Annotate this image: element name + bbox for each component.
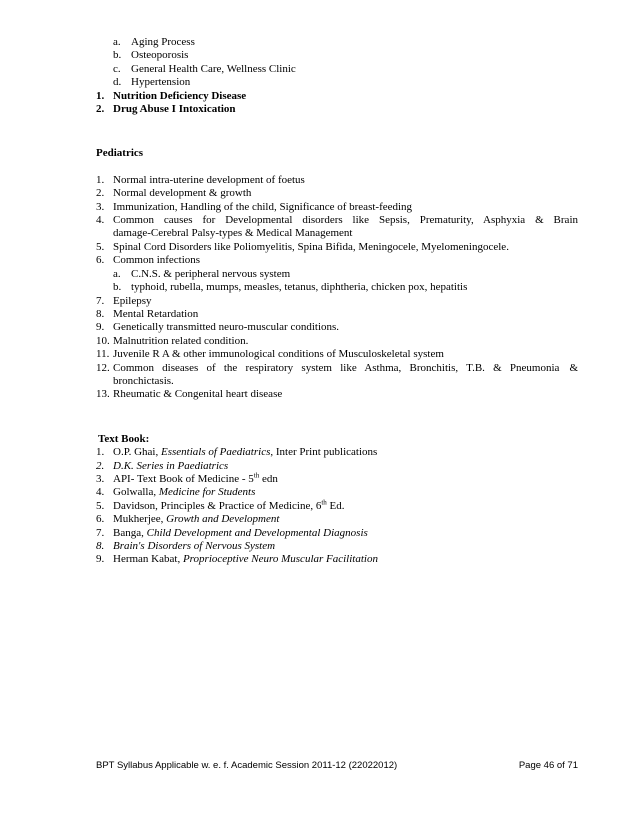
list-item xyxy=(96,241,578,254)
book-title: Medicine for Students xyxy=(158,486,256,499)
book-title: Brain's Disorders of Nervous System xyxy=(113,540,276,552)
list-item-text: Normal development & growth xyxy=(113,187,252,200)
list-item xyxy=(96,553,578,566)
list-item xyxy=(96,254,578,267)
book-author: Banga, xyxy=(113,526,144,539)
list-item xyxy=(96,362,578,389)
list-item xyxy=(96,460,578,473)
footer-syllabus-text: BPT Syllabus Applicable w. e. f. Academic Session 2011-12 (22022012) xyxy=(96,760,398,771)
superscript: th xyxy=(253,471,260,480)
list-marker: d. xyxy=(113,76,122,89)
list-marker: 11. xyxy=(96,348,110,361)
list-marker: 9. xyxy=(96,321,105,334)
list-marker: 12. xyxy=(96,361,110,374)
book-title: Child Development and Developmental Diagnosis xyxy=(146,526,368,539)
list-marker: 3. xyxy=(96,472,105,485)
list-item xyxy=(96,527,578,540)
list-marker: 8. xyxy=(96,540,105,552)
book-text: API- Text Book of Medicine - 5 xyxy=(113,472,254,485)
list-marker: 4. xyxy=(96,214,105,227)
list-item-line1-wrap xyxy=(113,362,578,375)
list-item xyxy=(96,63,578,76)
list-item-text: Osteoporosis xyxy=(131,49,189,62)
book-author: Herman Kabat, xyxy=(113,553,181,566)
list-item xyxy=(96,281,578,294)
list-marker: 6. xyxy=(96,513,105,526)
list-item xyxy=(96,174,578,187)
list-item xyxy=(96,36,578,49)
book-publisher: , Inter Print publications xyxy=(270,446,378,459)
list-marker: 4. xyxy=(96,486,105,499)
list-item-text: Epilepsy xyxy=(113,294,152,307)
book-text-tail: edn xyxy=(259,472,278,485)
list-marker: a. xyxy=(113,267,121,280)
page-number: Page 46 of 71 xyxy=(518,760,578,771)
list-item xyxy=(96,486,578,499)
list-marker: a. xyxy=(113,36,121,48)
list-item xyxy=(96,321,578,334)
list-item xyxy=(96,268,578,281)
list-marker: c. xyxy=(113,62,121,75)
list-item xyxy=(96,90,578,103)
list-item xyxy=(96,76,578,89)
list-marker: 2. xyxy=(96,187,105,200)
list-item xyxy=(96,348,578,361)
list-marker: 9. xyxy=(96,553,105,566)
list-item-text: C.N.S. & peripheral nervous system xyxy=(131,267,291,280)
list-item-text: Nutrition Deficiency Disease xyxy=(113,89,247,102)
book-title: Growth and Development xyxy=(166,513,280,526)
list-item xyxy=(96,446,578,459)
list-item-text-line1: Common diseases of the respiratory system like Asthma, Bronchitis, T.B. & Pneumonia xyxy=(113,361,560,374)
list-item-text: Spinal Cord Disorders like Poliomyelitis, Spina Bifida, Meningocele, Myelomeningocele. xyxy=(113,240,509,253)
list-item-text: typhoid, rubella, mumps, measles, tetanus, diphtheria, chicken pox, hepatitis xyxy=(131,281,468,294)
book-title: D.K. Series in Paediatrics xyxy=(113,459,229,472)
list-item-text: Malnutrition related condition. xyxy=(113,334,249,347)
page-content xyxy=(96,36,578,567)
list-item-text: Mental Retardation xyxy=(113,307,199,320)
pediatrics-heading: Pediatrics xyxy=(96,147,144,160)
superscript: th xyxy=(321,498,327,507)
book-title: Essentials of Paediatrics xyxy=(160,446,271,459)
list-item xyxy=(96,103,578,116)
list-marker: 1. xyxy=(96,173,105,186)
list-item-text: Juvenile R A & other immunological conditions of Musculoskeletal system xyxy=(113,348,444,361)
list-item-text: Hypertension xyxy=(131,76,191,89)
list-marker: 2. xyxy=(96,459,105,472)
list-marker: 1. xyxy=(96,446,105,459)
list-item-text: Rheumatic & Congenital heart disease xyxy=(113,388,283,401)
text-book-heading: Text Book: xyxy=(98,432,150,445)
list-item xyxy=(96,308,578,321)
list-item-text: Drug Abuse I Intoxication xyxy=(113,103,236,116)
list-item xyxy=(96,49,578,62)
list-item-text: Aging Process xyxy=(131,36,195,48)
list-item xyxy=(96,295,578,308)
list-marker: 1. xyxy=(96,89,105,102)
list-marker: 10. xyxy=(96,334,110,347)
list-item xyxy=(96,388,578,401)
list-item xyxy=(96,473,578,486)
book-author: Mukherjee, xyxy=(113,513,164,526)
list-marker: 2. xyxy=(96,103,105,116)
list-item xyxy=(96,513,578,526)
book-text-tail: Ed. xyxy=(326,499,345,512)
book-text: Davidson, Principles & Practice of Medicine, 6 xyxy=(113,499,322,512)
list-item-text: Immunization, Handling of the child, Significance of breast-feeding xyxy=(113,200,413,213)
list-item xyxy=(96,201,578,214)
list-item-text-tail: & xyxy=(569,361,578,374)
list-item xyxy=(96,187,578,200)
list-marker: 13. xyxy=(96,388,110,401)
list-marker: 3. xyxy=(96,200,105,213)
list-marker: 8. xyxy=(96,307,105,320)
list-marker: 7. xyxy=(96,294,105,307)
list-item-text: General Health Care, Wellness Clinic xyxy=(131,62,296,75)
list-marker: b. xyxy=(113,49,122,62)
list-marker: 5. xyxy=(96,240,105,253)
list-item-text: Normal intra-uterine development of foetus xyxy=(113,173,305,186)
book-author: Golwalla, xyxy=(113,486,157,499)
list-marker: b. xyxy=(113,281,122,294)
book-title: Proprioceptive Neuro Muscular Facilitation xyxy=(182,553,378,566)
list-marker: 5. xyxy=(96,499,105,512)
list-item-text-line2: damage-Cerebral Palsy-types & Medical Management xyxy=(113,227,353,240)
list-item xyxy=(96,540,578,553)
list-item xyxy=(96,214,578,241)
list-item-text: Genetically transmitted neuro-muscular conditions. xyxy=(113,321,340,334)
list-item xyxy=(96,500,578,513)
book-author: O.P. Ghai, xyxy=(113,446,159,459)
list-item-text-line2: bronchictasis. xyxy=(113,374,174,387)
list-item xyxy=(96,335,578,348)
list-marker: 6. xyxy=(96,254,105,267)
list-item-text: Common infections xyxy=(113,254,201,267)
list-marker: 7. xyxy=(96,526,105,539)
list-item-text-line1: Common causes for Developmental disorders like Sepsis, Prematurity, Asphyxia & Brain xyxy=(113,214,578,227)
